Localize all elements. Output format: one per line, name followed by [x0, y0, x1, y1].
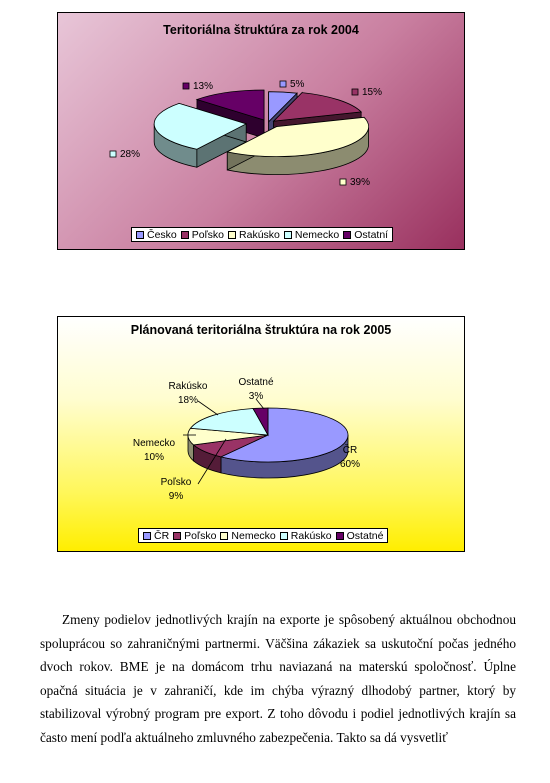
legend-label: Poľsko	[184, 529, 217, 542]
legend-swatch	[336, 532, 344, 540]
legend-item	[336, 530, 384, 542]
pie-chart-2005	[58, 317, 465, 552]
legend-swatch	[181, 231, 189, 239]
data-label: 60%	[339, 459, 361, 470]
legend-label: Rakúsko	[239, 228, 280, 241]
data-label: 3%	[248, 391, 264, 402]
legend-item	[143, 530, 169, 542]
legend-label: Ostatné	[346, 529, 384, 542]
legend-swatch	[284, 231, 292, 239]
data-label: 13%	[193, 81, 214, 92]
pie-slices	[188, 408, 348, 478]
legend-swatch	[173, 532, 181, 540]
legend-item	[173, 530, 216, 542]
legend-item	[343, 229, 388, 241]
legend-item	[181, 229, 224, 241]
legend-swatch	[220, 532, 228, 540]
category-label: Poľsko	[160, 477, 192, 488]
body-paragraph	[40, 608, 516, 749]
label-swatch	[280, 81, 286, 87]
chart-title: Plánovaná teritoriálna štruktúra na rok 2005	[130, 323, 392, 337]
label-swatch	[340, 179, 346, 185]
data-label: 10%	[143, 452, 165, 463]
legend-item	[280, 530, 332, 542]
category-label: Nemecko	[132, 438, 176, 449]
chart-2004	[57, 12, 465, 250]
legend-item	[220, 530, 275, 542]
category-label: ČR	[342, 445, 358, 456]
legend-label: ČR	[154, 529, 170, 542]
data-label: 28%	[120, 149, 141, 160]
legend-label: Rakúsko	[290, 529, 332, 542]
chart-2005	[57, 316, 465, 552]
paragraph-text: Zmeny podielov jednotlivých krajín na exporte je spôsobený aktuálnou obchodnou spoluprácou so zahraničnými partnermi. Väčšina zákaziek sa uskutoční počas jedného dvoch rokov. BME je na domácom trhu naviazaná na materskú spoločnosť. Úplne opačná situácia je v zahraničí, kde im chýba výrazný dlhodobý partner, ktorý by stabilizoval výrobný program pre export. Z toho dôvodu i podiel jednotlivých krajín sa často mení podľa aktuálneho zmluvného zabezpečenia. Takto sa dá vysvetliť	[40, 612, 516, 745]
legend-label: Ostatní	[354, 228, 389, 241]
category-label: Ostatné	[238, 377, 274, 388]
label-swatch	[110, 151, 116, 157]
label-swatch	[183, 83, 189, 89]
category-label: Rakúsko	[168, 381, 208, 392]
legend-swatch	[136, 231, 144, 239]
data-label: 18%	[177, 395, 199, 406]
legend-swatch	[343, 231, 351, 239]
legend-item	[284, 229, 339, 241]
legend-item	[228, 229, 280, 241]
legend-swatch	[228, 231, 236, 239]
legend-label: Česko	[147, 228, 177, 241]
legend-label: Poľsko	[191, 228, 225, 241]
legend-label: Nemecko	[231, 529, 276, 542]
legend-label: Nemecko	[294, 228, 340, 241]
chart-title: Teritoriálna štruktúra za rok 2004	[163, 23, 359, 37]
legend	[138, 528, 388, 543]
legend-item	[136, 229, 177, 241]
legend-swatch	[143, 532, 151, 540]
label-swatch	[352, 89, 358, 95]
data-label: 9%	[168, 491, 184, 502]
leader-line	[198, 401, 218, 415]
pie-chart-2004	[58, 13, 465, 250]
legend	[131, 227, 393, 242]
legend-swatch	[280, 532, 288, 540]
pie-slices	[154, 90, 368, 175]
data-label: 39%	[350, 177, 371, 188]
data-label: 15%	[362, 87, 383, 98]
data-label: 5%	[290, 79, 305, 90]
